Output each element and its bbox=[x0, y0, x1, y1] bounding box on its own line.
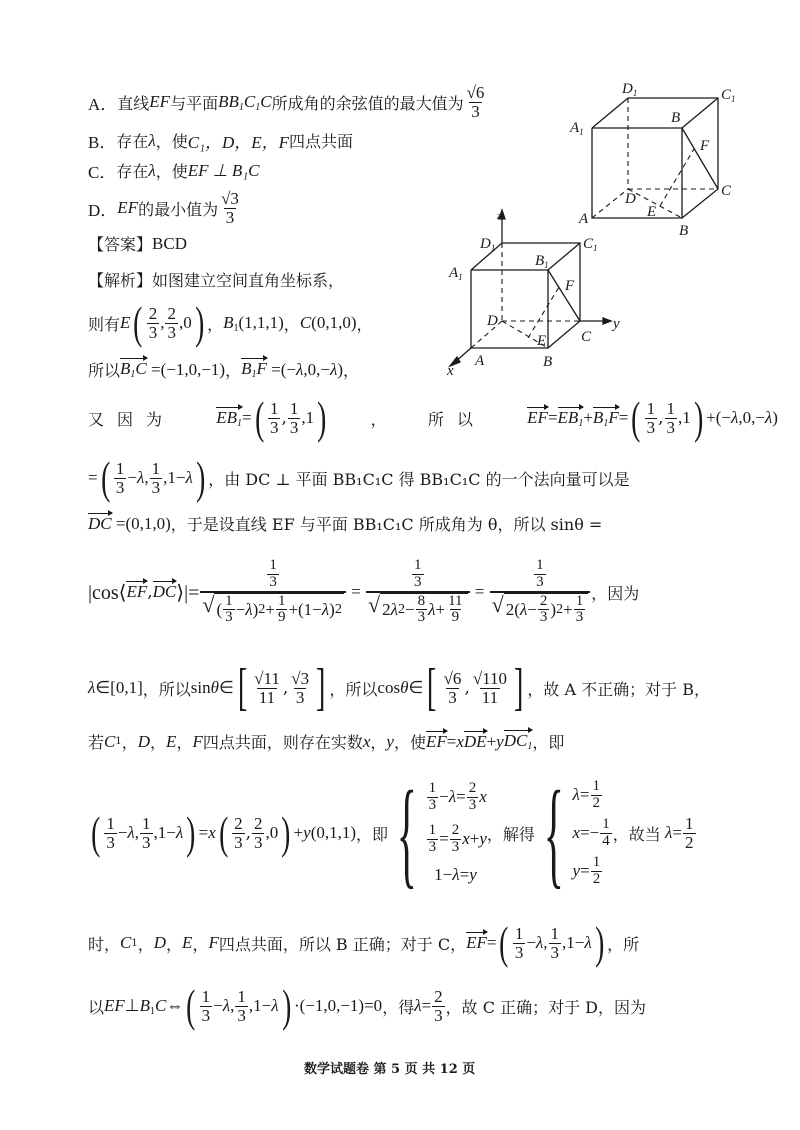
answer-value: BCD bbox=[152, 233, 187, 253]
equation-system-1: { $\frac{1}{3}$ − λ = $\frac{2}{3}$ x $\frac{1}{3}$ = $\frac{2}{3}$ x + y 1− λ = y bbox=[396, 766, 487, 899]
svg-text:C1: $C_1$ bbox=[721, 87, 736, 104]
option-c: C． 存在 λ ，使 EF ⊥ B₁C bbox=[88, 160, 260, 182]
cube-figure-2 bbox=[435, 205, 630, 380]
option-a: A． 直线 EF 与平面 $BB_1C_1C$ 所成角的余弦值的最大值为 $\frac{√6}{3}$ bbox=[88, 83, 485, 121]
analysis-line-b-correct: 时， C 1 ， D ， E ， F 四点共面，所以 B 正确；对于 C， EF = ( $\frac{1}{3}$ −λ, $\frac{1}{3}$ ,1−λ ) ，所 bbox=[88, 917, 640, 968]
svg-text:F: F bbox=[565, 278, 575, 294]
analysis-line-coords: 则有 E ( $\frac{2}{3}$ , $\frac{2}{3}$ ,0 ) ， $B_1(1,1,1)$ ， C(0,1,0) ， bbox=[88, 297, 373, 348]
analysis-line-normal: = ( $\frac{1}{3}$ −λ, $\frac{1}{3}$ ,1−λ ) ，由 DC ⊥ 平面 BB₁C₁C 得 BB₁C₁C 的一个法向量可以是 bbox=[88, 452, 630, 503]
svg-text:D1: $D_1$ bbox=[622, 81, 638, 98]
analysis-line-ranges: λ∈[0,1] ，所以 sinθ∈ [ $\frac{√11}{11}$ , $\frac{√3}{3}$ ] ，所以 cosθ∈ [ $\frac{√6}{3}$ , $\frac{√110}{11}$ ] ，故 A 不正确；对于 B， bbox=[88, 659, 710, 716]
svg-text:C: C bbox=[721, 183, 732, 199]
svg-text:B: B bbox=[543, 354, 553, 370]
svg-text:B: B bbox=[671, 110, 681, 126]
analysis-line-sin-formula: |cos⟨ EF , DC ⟩|= $\frac{1}{3}$ √ ( $\frac{1}{3}$ − λ ) 2 + $\frac{1}{9}$ +(1− λ ) 2 = $\frac{1}{3}$ √ 2 λ 2 − $\frac{8}{3}$ λ + $\frac{11}{9}$ = $\frac{1}{3}$ √ 2( λ − $\frac{2}{3}$ ) 2 + $\frac{1}{3}$ ，因为 bbox=[88, 557, 640, 626]
svg-text:B: B bbox=[679, 223, 689, 239]
svg-text:x: x bbox=[447, 363, 454, 379]
point-c: C(0,1,0) bbox=[299, 313, 357, 332]
svg-text:A: A bbox=[579, 211, 589, 227]
option-b: B． 存在 λ ，使 C₁，D，E，F 四点共面 bbox=[88, 130, 354, 152]
fraction-sqrt6-over-3: $\frac{√6}{3}$ bbox=[466, 83, 485, 121]
svg-text:A: A bbox=[475, 353, 485, 369]
analysis-line-coplanar: 若 C 1 ， D ， E ， F 四点共面，则存在实数 x ， y ，使 EF =x DE +y $DC_1$ ，即 bbox=[88, 731, 565, 752]
svg-text:E: E bbox=[647, 204, 657, 220]
fraction-sqrt3-over-3: $\frac{√3}{3}$ bbox=[221, 189, 239, 227]
svg-text:F: F bbox=[700, 138, 710, 154]
svg-text:y: y bbox=[613, 316, 620, 332]
analysis-line-c-correct: 以 $EF\perp B_1C\Leftrightarrow$ ( $\frac{1}{3}$ −λ, $\frac{1}{3}$ ,1−λ ) ·(−1,0,−1)=0 ，得 λ= $\frac{2}{3}$ ，故 C 正确；对于 D，因为 bbox=[88, 980, 647, 1031]
equation-system-2: { λ = $\frac{1}{2}$ x =− $\frac{1}{4}$ y = $\frac{1}{2}$ bbox=[543, 766, 610, 899]
option-d: D． EF 的最小值为 $\frac{√3}{3}$ bbox=[88, 189, 239, 227]
svg-text:A1: $A_1$ bbox=[449, 265, 463, 282]
svg-text:D: D bbox=[625, 191, 636, 207]
point-b1: $B_1(1,1,1)$ bbox=[223, 312, 284, 334]
svg-text:A1: $A_1$ bbox=[570, 120, 584, 137]
svg-text:B1: $B_1$ bbox=[535, 253, 549, 270]
svg-text:D1: $D_1$ bbox=[480, 236, 496, 253]
svg-text:E: E bbox=[537, 333, 547, 349]
svg-text:z: z bbox=[497, 210, 502, 222]
svg-text:C: C bbox=[581, 329, 592, 345]
analysis-line-system: ( $\frac{1}{3}$ −λ, $\frac{1}{3}$ ,1−λ ) =x ( $\frac{2}{3}$ , $\frac{2}{3}$ ,0 ) +y(0,1,1) ，即 { $\frac{1}{3}$ − λ = $\frac{2}{3}$ x $\frac{1}{3}$ = $\frac{2}{3}$ x + y 1− λ = y ，解得 { λ = $\frac{1}{2}$ x =− $\frac{1}{4}$ y = $\frac{1}{2}$ ，故当 λ= $\frac{1}{2}$ bbox=[91, 766, 694, 899]
analysis-line-theta: DC =(0,1,0) ，于是设直线 EF 与平面 BB₁C₁C 所成角为 θ，所以 sinθ = bbox=[88, 513, 603, 534]
answer-line: 【答案】 BCD bbox=[88, 233, 187, 254]
analysis-intro: 【解析】 如图建立空间直角坐标系， bbox=[88, 271, 345, 290]
plane-bb1c1c: $BB_1C_1C$ bbox=[218, 91, 272, 113]
svg-text:D: D bbox=[487, 313, 498, 329]
page-footer: 数学试题卷 第 5 页 共 12 页 bbox=[304, 1062, 476, 1077]
analysis-line-eb1: 又因为 $EB_1$ = ( $\frac{1}{3}$ , $\frac{1}{3}$ ,1 ) ， 所以 EF = $EB_1$ + $B_1F$ = ( $\frac{1}{3}$ , $\frac{1}{3}$ ,1 ) +(−λ,0,−λ) bbox=[88, 392, 778, 443]
analysis-line-vectors: 所以 $B_1C$ =(−1,0,−1) ， $B_1F$ =(−λ,0,−λ) ， bbox=[88, 359, 360, 380]
svg-text:C1: $C_1$ bbox=[583, 236, 598, 253]
